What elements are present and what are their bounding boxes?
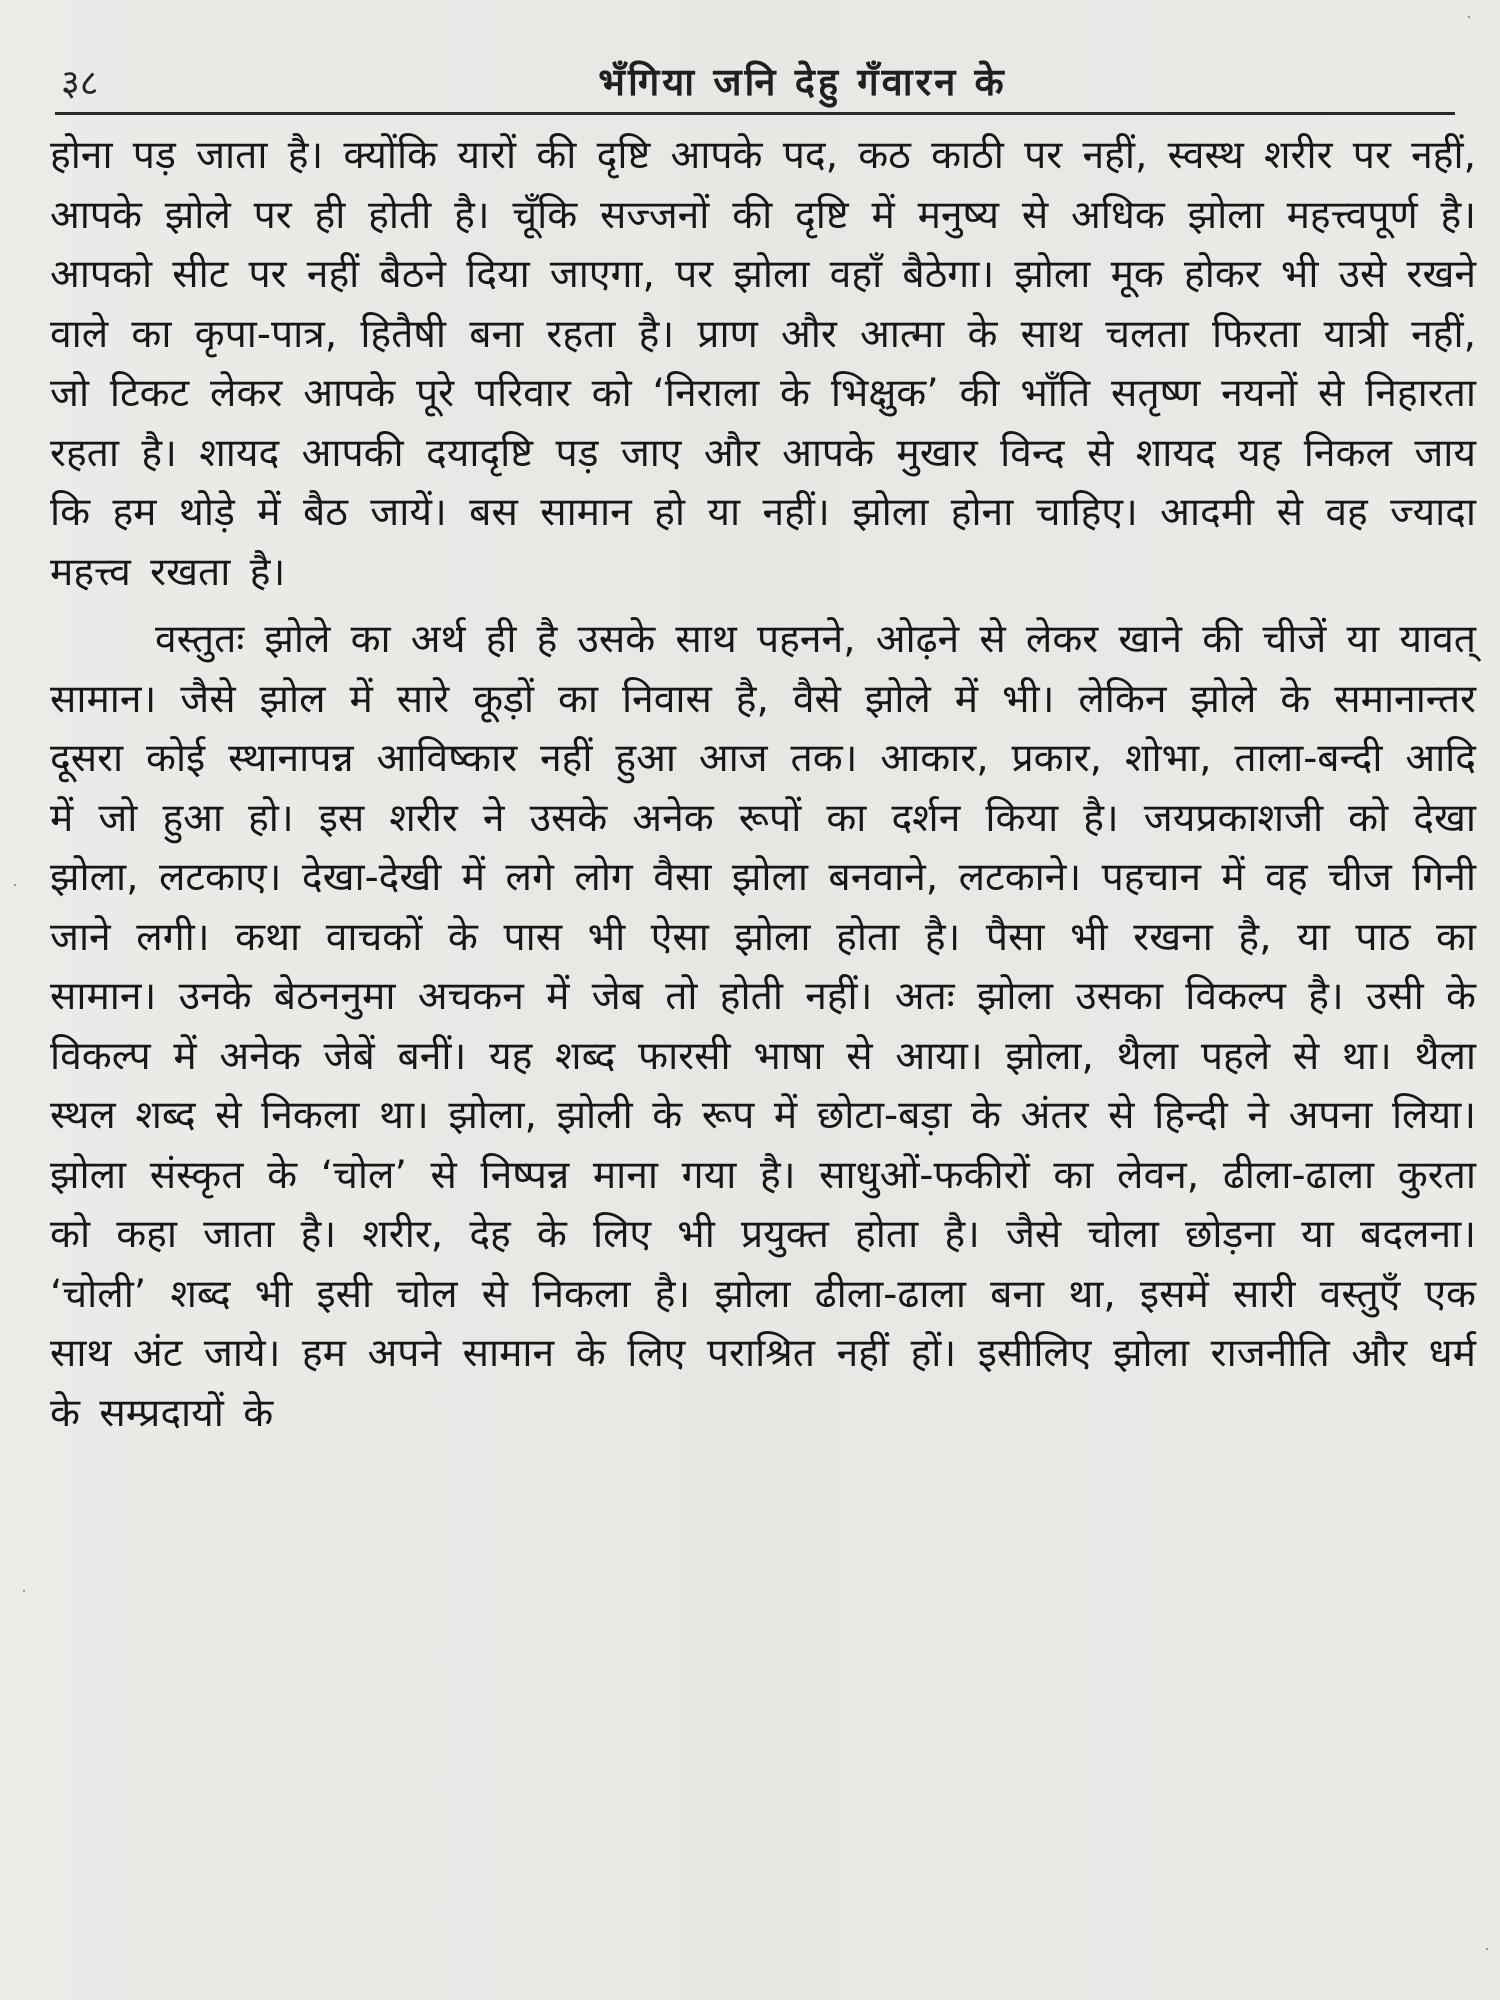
scan-speck [1468, 16, 1470, 18]
scan-speck [14, 884, 16, 886]
running-title: भँगिया जनि देहु गँवारन के [598, 60, 1007, 104]
paragraph-2: वस्तुतः झोले का अर्थ ही है उसके साथ पहनने, ओढ़ने से लेकर खाने की चीजें या यावत् सामान। जैसे झोल में सारे कूड़ों का निवास है, वैसे झोले में भी। लेकिन झोले के समानान्तर दूसरा कोई स्थानापन्न आविष्कार नहीं हुआ आज तक। आकार, प्रकार, शोभा, ताला-बन्दी आदि में जो हुआ हो। इस शरीर ने उसके अनेक रूपों का दर्शन किया है। जयप्रकाशजी को देखा झोला, लटकाए। देखा-देखी में लगे लोग वैसा झोला बनवाने, लटकाने। पहचान में वह चीज गिनी जाने लगी। कथा वाचकों के पास भी ऐसा झोला होता है। पैसा भी रखना है, या पाठ का सामान। उनके बेठननुमा अचकन में जेब तो होती नहीं। अतः झोला उसका विकल्प है। उसी के विकल्प में अनेक जेबें बनीं। यह शब्द फारसी भाषा से आया। झोला, थैला पहले से था। थैला स्थल शब्द से निकला था। झोला, झोली के रूप में छोटा-बड़ा के अंतर से हिन्दी ने अपना लिया। झोला संस्कृत के ‘चोल’ से निष्पन्न माना गया है। साधुओं-फकीरों का लेवन, ढीला-ढाला कुरता को कहा जाता है। शरीर, देह के लिए भी प्रयुक्त होता है। जैसे चोला छोड़ना या बदलना। ‘चोली’ शब्द भी इसी चोल से निकला है। झोला ढीला-ढाला बना था, इसमें सारी वस्तुएँ एक साथ अंट जाये। हम अपने सामान के लिए पराश्रित नहीं हों। इसीलिए झोला राजनीति और धर्म के सम्प्रदायों के [50, 617, 1476, 1436]
paragraph-1: होना पड़ जाता है। क्योंकि यारों की दृष्टि आपके पद, कठ काठी पर नहीं, स्वस्थ शरीर पर नहीं, आपके झोले पर ही होती है। चूँकि सज्जनों की दृष्टि में मनुष्य से अधिक झोला महत्त्वपूर्ण है। आपको सीट पर नहीं बैठने दिया जाएगा, पर झोला वहाँ बैठेगा। झोला मूक होकर भी उसे रखने वाले का कृपा-पात्र, हितैषी बना रहता है। प्राण और आत्मा के साथ चलता फिरता यात्री नहीं, जो टिकट लेकर आपके पूरे परिवार को ‘निराला के भिक्षुक’ की भाँति सतृष्ण नयनों से निहारता रहता है। शायद आपकी दयादृष्टि पड़ जाए और आपके मुखार विन्द से शायद यह निकल जाय कि हम थोड़े में बैठ जायें। बस सामान हो या नहीं। झोला होना चाहिए। आदमी से वह ज्यादा महत्त्व रखता है। [50, 133, 1476, 595]
page-header [55, 54, 1455, 115]
document-body [50, 126, 1476, 1443]
page-number: ३८ [61, 63, 99, 104]
scan-speck [23, 1590, 25, 1592]
scan-speck [1486, 1948, 1488, 1950]
